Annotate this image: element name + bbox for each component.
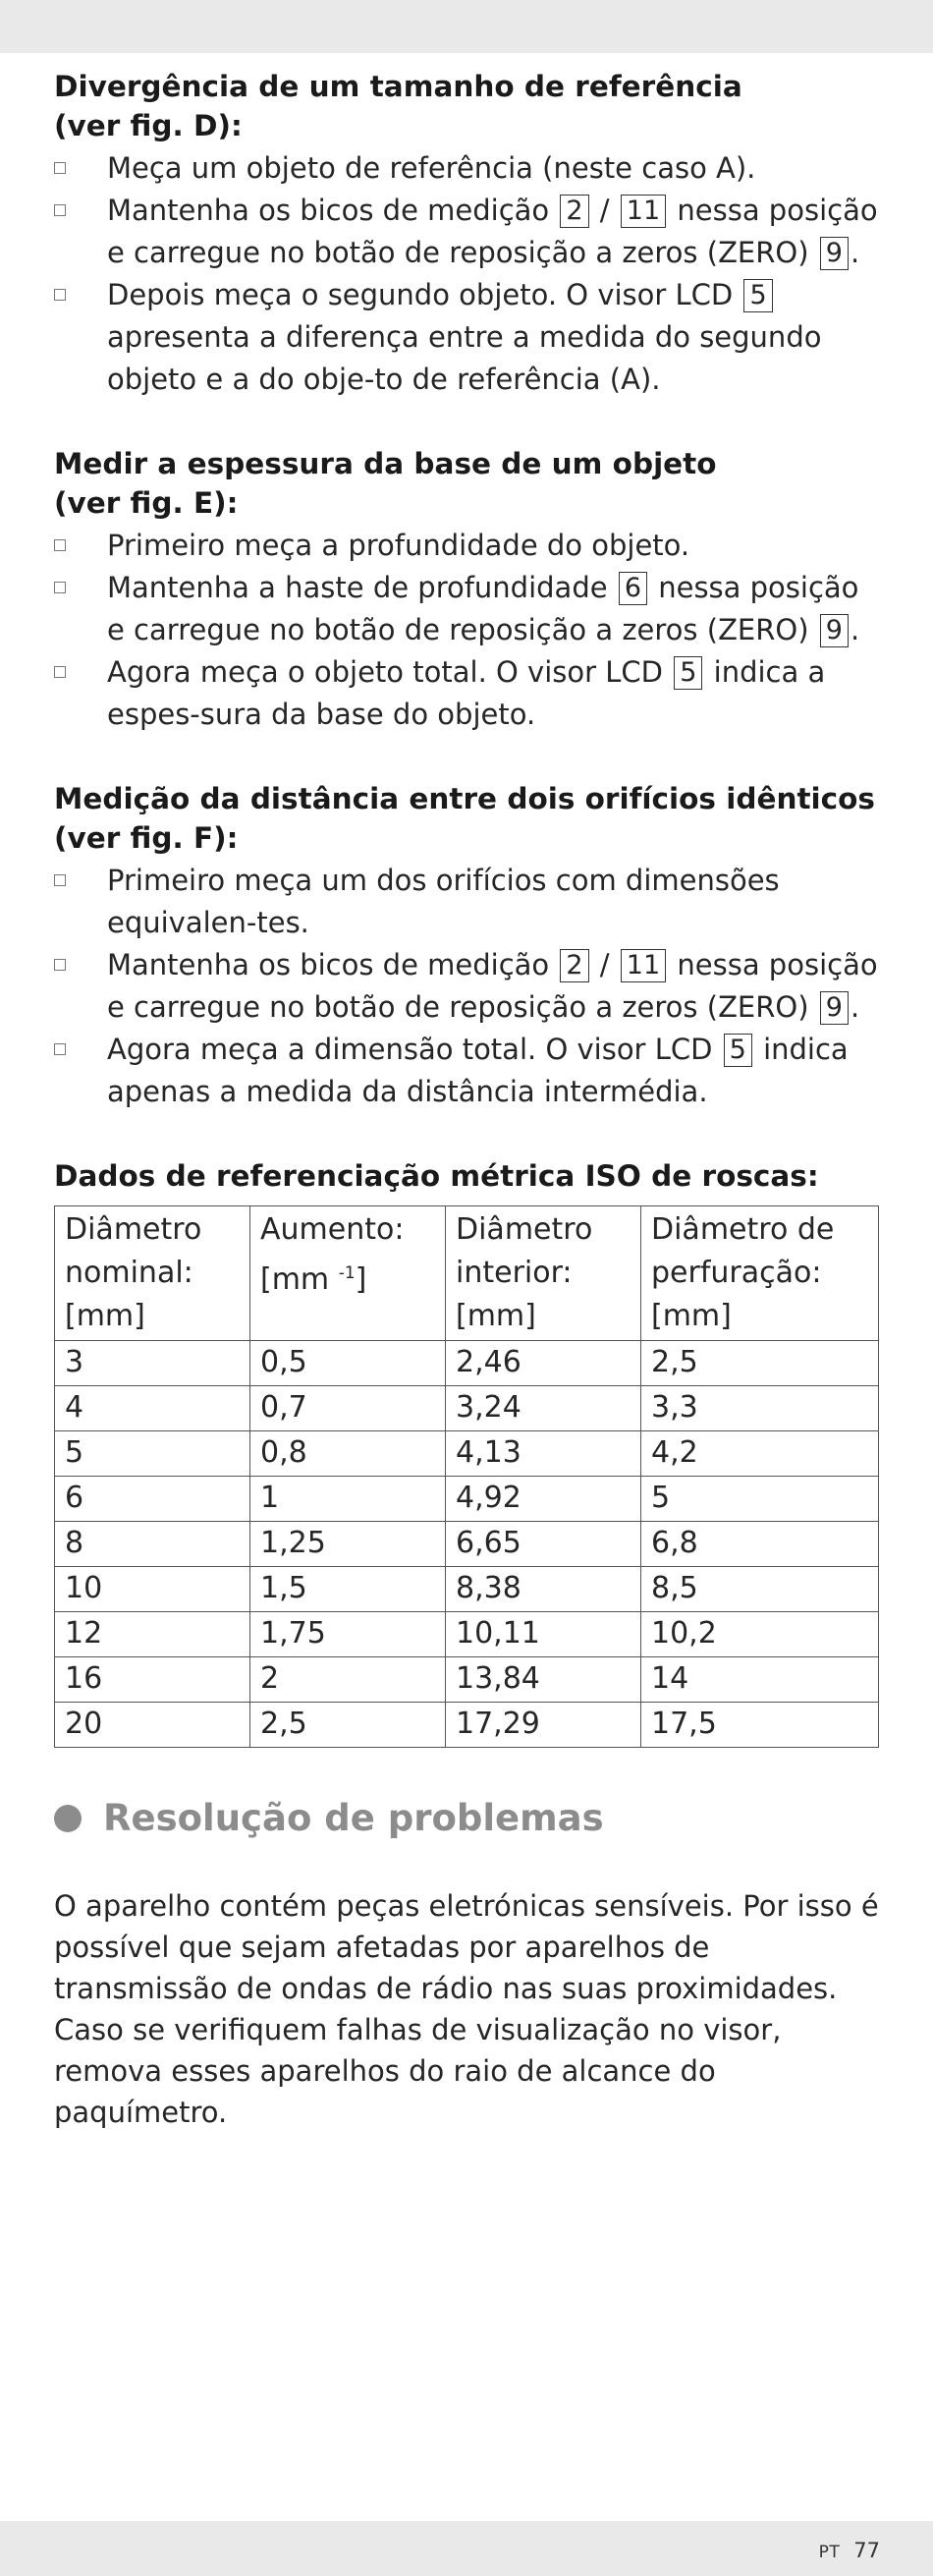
- section-heading: Medição da distância entre dois orifícios idênticos (ver fig. F):: [54, 782, 875, 855]
- table-cell: 6,65: [446, 1522, 641, 1567]
- list-item: Mantenha os bicos de medição 2 / 11 nessa posição e carregue no botão de reposição a zeros (ZERO) 9 .: [54, 190, 879, 274]
- part-reference: 5: [724, 1034, 752, 1067]
- table-cell: 8,38: [446, 1567, 641, 1612]
- table-cell: 2: [250, 1657, 446, 1703]
- checkbox-bullet-icon: [54, 162, 66, 174]
- section-heading: Medir a espessura da base de um objeto (ver fig. E):: [54, 447, 717, 520]
- step-list: [54, 525, 879, 736]
- page-footer: [819, 2539, 880, 2562]
- table-cell: 17,5: [641, 1703, 879, 1748]
- checkbox-bullet-icon: [54, 1043, 66, 1055]
- checkbox-bullet-icon: [54, 874, 66, 886]
- section-base-thickness: [54, 444, 879, 736]
- column-header: Diâmetro de perfuração: [mm]: [641, 1206, 879, 1341]
- table-cell: 0,7: [250, 1386, 446, 1431]
- table-cell: 10,2: [641, 1612, 879, 1657]
- table-cell: 16: [55, 1657, 250, 1703]
- table-cell: 0,8: [250, 1431, 446, 1477]
- table-row: [55, 1657, 879, 1703]
- part-reference: 11: [621, 195, 666, 228]
- part-reference: 2: [560, 195, 588, 228]
- thread-table: [54, 1205, 879, 1748]
- table-cell: 3,24: [446, 1386, 641, 1431]
- section-heading: Divergência de um tamanho de referência (ver fig. D):: [54, 70, 742, 142]
- table-cell: 6: [55, 1477, 250, 1522]
- part-reference: 2: [560, 949, 588, 982]
- table-cell: 1,25: [250, 1522, 446, 1567]
- table-cell: 3,3: [641, 1386, 879, 1431]
- table-cell: 5: [641, 1477, 879, 1522]
- checkbox-bullet-icon: [54, 539, 66, 551]
- table-cell: 4: [55, 1386, 250, 1431]
- part-reference: 5: [674, 656, 702, 690]
- part-reference: 9: [820, 614, 849, 647]
- table-cell: 3: [55, 1341, 250, 1386]
- table-cell: 12: [55, 1612, 250, 1657]
- table-cell: 4,2: [641, 1431, 879, 1477]
- table-cell: 4,92: [446, 1477, 641, 1522]
- table-cell: 17,29: [446, 1703, 641, 1748]
- table-row: [55, 1612, 879, 1657]
- section-troubleshooting: [54, 1791, 879, 2133]
- table-cell: 4,13: [446, 1431, 641, 1477]
- table-cell: 10,11: [446, 1612, 641, 1657]
- table-header-row: [55, 1206, 879, 1341]
- table-cell: 2,5: [641, 1341, 879, 1386]
- part-reference: 11: [621, 949, 666, 982]
- list-item: Primeiro meça a profundidade do objeto.: [54, 525, 879, 567]
- table-body: [55, 1341, 879, 1748]
- step-list: [54, 147, 879, 401]
- language-code: PT: [818, 2543, 841, 2562]
- table-cell: 2,5: [250, 1703, 446, 1748]
- table-cell: 0,5: [250, 1341, 446, 1386]
- part-reference: 6: [619, 572, 647, 605]
- table-cell: 5: [55, 1431, 250, 1477]
- column-header: Diâmetro nominal: [mm]: [55, 1206, 250, 1341]
- section-title: [54, 1791, 879, 1846]
- section-thread-table: [54, 1156, 879, 1748]
- table-row: [55, 1386, 879, 1431]
- list-item: Mantenha os bicos de medição 2 / 11 nessa posição e carregue no botão de reposição a zeros (ZERO) 9 .: [54, 944, 879, 1029]
- list-item: Depois meça o segundo objeto. O visor LCD 5 apresenta a diferença entre a medida do segundo objeto e a do obje-to de referência (A).: [54, 274, 879, 401]
- table-row: [55, 1341, 879, 1386]
- table-row: [55, 1703, 879, 1748]
- table-cell: 8: [55, 1522, 250, 1567]
- part-reference: 5: [743, 279, 772, 312]
- table-cell: 1,75: [250, 1612, 446, 1657]
- top-band: [0, 0, 933, 53]
- table-cell: 8,5: [641, 1567, 879, 1612]
- table-row: [55, 1522, 879, 1567]
- bullet-dot-icon: [54, 1805, 82, 1832]
- table-cell: 1: [250, 1477, 446, 1522]
- page-content: [54, 67, 879, 2133]
- list-item: Primeiro meça um dos orifícios com dimensões equivalen-tes.: [54, 860, 879, 944]
- table-cell: 1,5: [250, 1567, 446, 1612]
- checkbox-bullet-icon: [54, 666, 66, 678]
- checkbox-bullet-icon: [54, 289, 66, 301]
- table-row: [55, 1477, 879, 1522]
- table-row: [55, 1567, 879, 1612]
- list-item: Agora meça o objeto total. O visor LCD 5 indica a espes-sura da base do objeto.: [54, 651, 879, 736]
- list-item: Meça um objeto de referência (neste caso A).: [54, 147, 879, 190]
- table-title: Dados de referenciação métrica ISO de roscas:: [54, 1159, 819, 1193]
- troubleshooting-paragraph: O aparelho contém peças eletrónicas sensíveis. Por isso é possível que sejam afetadas por aparelhos de transmissão de ondas de rádio nas suas proximidades. Caso se verifiquem falhas de visualização no visor, remova esses aparelhos do raio de alcance do paquímetro.: [54, 1889, 879, 2129]
- bottom-band: [0, 2521, 933, 2576]
- list-item: Mantenha a haste de profundidade 6 nessa posição e carregue no botão de reposição a zeros (ZERO) 9 .: [54, 567, 879, 651]
- table-cell: 2,46: [446, 1341, 641, 1386]
- part-reference: 9: [820, 991, 849, 1025]
- table-row: [55, 1431, 879, 1477]
- table-cell: 6,8: [641, 1522, 879, 1567]
- troubleshooting-title: Resolução de problemas: [103, 1797, 604, 1839]
- table-cell: 13,84: [446, 1657, 641, 1703]
- column-header: Aumento: [mm $^{-1}$]: [250, 1206, 446, 1341]
- column-header: Diâmetro interior: [mm]: [446, 1206, 641, 1341]
- table-cell: 14: [641, 1657, 879, 1703]
- checkbox-bullet-icon: [54, 204, 66, 216]
- table-cell: 20: [55, 1703, 250, 1748]
- section-reference-divergence: [54, 67, 879, 401]
- part-reference: 9: [820, 237, 849, 270]
- section-hole-distance: [54, 779, 879, 1113]
- checkbox-bullet-icon: [54, 959, 66, 971]
- step-list: [54, 860, 879, 1113]
- list-item: Agora meça a dimensão total. O visor LCD 5 indica apenas a medida da distância intermédia.: [54, 1029, 879, 1113]
- table-cell: 10: [55, 1567, 250, 1612]
- page-number: 77: [853, 2539, 880, 2562]
- checkbox-bullet-icon: [54, 582, 66, 593]
